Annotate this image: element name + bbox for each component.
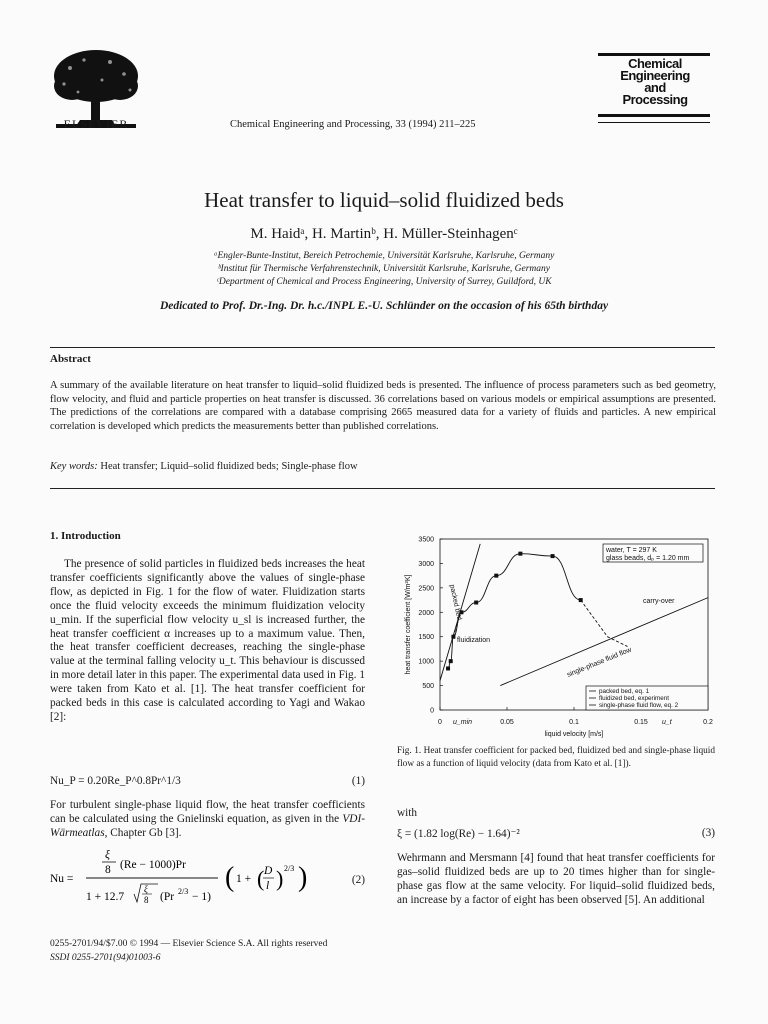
fluidized-bed-data-point xyxy=(494,574,498,578)
ssdi-line: SSDI 0255-2701(94)01003-6 xyxy=(50,953,161,963)
abstract-text: A summary of the available literature on heat transfer to liquid–solid fluidized beds is presented. The influence of process parameters such as bed geometry, flow velocity, and fluid and particle properties on heat transfer is discussed. 36 correlations based on various models or empirical assumptions are presented. The predictions of the correlations are compared with a database comprising 2665 measured data for a variety of fluids and particles. A new empirical correlation is developed which predicts the measurements better than published correlations. xyxy=(50,380,716,432)
svg-text:ξ: ξ xyxy=(144,884,148,894)
svg-text:2/3: 2/3 xyxy=(284,864,295,873)
x-tick-label: 0.05 xyxy=(500,719,514,726)
svg-text:− 1): − 1) xyxy=(192,891,211,903)
svg-text:8: 8 xyxy=(105,864,111,876)
journal-logo-bottom-rule xyxy=(598,114,710,117)
keywords xyxy=(50,461,358,472)
equation-3-body: ξ = (1.82 log(Re) − 1.64)⁻² xyxy=(397,828,520,840)
svg-text:Nu =: Nu = xyxy=(50,873,74,885)
with-text: with xyxy=(397,807,418,819)
equation-1 xyxy=(50,775,365,787)
svg-text:D: D xyxy=(264,865,273,877)
journal-citation: Chemical Engineering and Processing, 33 (1994) 211–225 xyxy=(230,119,476,130)
affiliation: ᵃEngler-Bunte-Institut, Bereich Petrochemie, Universität Karlsruhe, Karlsruhe, Germany xyxy=(213,251,555,261)
fluidized-bed-data-point xyxy=(446,666,450,670)
keywords-list: Heat transfer; Liquid–solid fluidized beds; Single-phase flow xyxy=(100,461,358,472)
single-phase-fluid-flow-eq-line xyxy=(500,598,708,686)
affiliation: ᵇInstitut für Thermische Verfahrenstechnik, Universität Karlsruhe, Karlsruhe, Germany xyxy=(217,264,551,274)
equation-2-formula xyxy=(50,848,320,910)
y-tick-label: 3000 xyxy=(418,560,434,568)
legend-entry: packed bed, eq. 1 xyxy=(599,688,650,695)
fluidized-bed-curve xyxy=(448,554,581,669)
equation-2-number: (2) xyxy=(351,874,365,886)
y-tick-label: 500 xyxy=(422,683,434,691)
umin-label: u_min xyxy=(453,719,473,726)
svg-text:(: ( xyxy=(257,866,265,891)
abstract-bottom-rule xyxy=(50,488,715,489)
x-tick-label: 0 xyxy=(438,719,442,726)
ut-label: u_t xyxy=(662,719,672,726)
reference-title: VDI-Wärmeatlas xyxy=(50,812,365,839)
svg-text:8: 8 xyxy=(144,895,149,905)
intro-paragraph: The presence of solid particles in fluidized beds increases the heat transfer coefficients significantly above the values of single-phase flow, as depicted in Fig. 1 for the flow of water. Fluidization starts once the fluid velocity exceeds the minimum fluidization velocity u_min. If the superficial flow velocity u_sl is increased further, the heat transfer coefficient α increases up to a maximum value. Then, the heat transfer coefficient decreases, reaching the single-phase value at the terminal falling velocity u_t. This behaviour is discussed in more detail later in this paper. The experimental data used in Fig. 1 were taken from Kato et al. [1]. The heat transfer coefficient for packed beds in this case is calculated according to Yagi and Wakao [2]: xyxy=(50,558,365,723)
conditions-label: glass beads, dₚ = 1.20 mm xyxy=(606,555,690,562)
fluidized-bed-data-point xyxy=(551,554,555,558)
legend-entry: fluidized bed, experiment xyxy=(599,695,670,702)
svg-text:): ) xyxy=(276,866,284,891)
journal-logo-line: Processing xyxy=(622,92,688,107)
svg-text:1 + 12.7: 1 + 12.7 xyxy=(86,891,125,903)
journal-logo-bottom-rule-thin xyxy=(598,122,710,123)
single-phase-label: single-phase fluid flow xyxy=(566,646,633,679)
journal-logo-line: Engineering xyxy=(620,68,690,83)
x-tick-label: 0.1 xyxy=(569,719,579,726)
journal-logo-line: Chemical xyxy=(628,56,682,71)
abstract-heading: Abstract xyxy=(50,353,91,365)
x-tick-label: 0.15 xyxy=(634,719,648,726)
intro-paragraph-2 xyxy=(50,799,365,841)
equation-3 xyxy=(397,827,715,840)
figure-1-chart xyxy=(390,527,720,742)
fluidized-bed-data-point xyxy=(518,552,522,556)
intro-paragraph-2-text: For turbulent single-phase liquid flow, the heat transfer coefficients can be calculated using the Gnielinski equation, as given in the xyxy=(50,799,365,825)
equation-3-number: (3) xyxy=(701,827,715,839)
y-tick-label: 1000 xyxy=(418,658,434,666)
copyright-line: 0255-2701/94/$7.00 © 1994 — Elsevier Science S.A. All rights reserved xyxy=(50,939,328,949)
publisher-name: ELSEVIER xyxy=(63,117,129,131)
figure-caption: Fig. 1. Heat transfer coefficient for packed bed, fluidized bed and single-phase liquid flow as a function of liquid velocity (data from Kato et al. [1]). xyxy=(397,746,715,769)
paper-title: Heat transfer to liquid–solid fluidized beds xyxy=(204,188,564,212)
affiliation: ᶜDepartment of Chemical and Process Engineering, University of Surrey, Guildford, UK xyxy=(216,277,552,287)
y-tick-label: 3500 xyxy=(418,536,434,544)
packed-bed-label: packed bed xyxy=(448,583,463,621)
y-tick-label: 2000 xyxy=(418,609,434,617)
y-tick-label: 1500 xyxy=(418,634,434,642)
dedication: Dedicated to Prof. Dr.-Ing. Dr. h.c./INPL E.-U. Schlünder on the occasion of his 65th birthday xyxy=(159,300,609,312)
x-tick-label: 0.2 xyxy=(703,719,713,726)
journal-logo-line: and xyxy=(644,80,666,95)
y-tick-label: 2500 xyxy=(418,585,434,593)
legend-entry: single-phase fluid flow, eq. 2 xyxy=(599,702,679,709)
carry-over-label: carry-over xyxy=(643,598,675,605)
abstract-top-rule xyxy=(50,347,715,348)
fluidization-label: fluidization xyxy=(457,637,491,644)
fluidized-bed-data-point xyxy=(474,601,478,605)
carry-over-line xyxy=(581,600,628,646)
svg-text:(Pr: (Pr xyxy=(160,891,175,903)
equation-2 xyxy=(50,848,365,908)
journal-logo xyxy=(600,58,710,106)
author-list: M. Haidᵃ, H. Martinᵇ, H. Müller-Steinhagenᶜ xyxy=(250,226,518,242)
body-paragraph: Wehrmann and Mersmann [4] found that heat transfer coefficients for gas–solid fluidized beds are up to 20 times higher than for single-phase gas flow at the same velocity. For liquid–solid fluidized beds, an increase by a factor of eight has been observed [5]. An additional xyxy=(397,852,715,906)
keywords-label: Key words: xyxy=(50,461,98,472)
equation-1-number: (1) xyxy=(351,775,365,787)
y-axis-label: heat transfer coefficient [W/m²K] xyxy=(405,574,412,675)
conditions-label: water, T = 297 K xyxy=(606,547,657,554)
svg-text:ξ: ξ xyxy=(105,849,110,861)
y-tick-label: 0 xyxy=(430,707,434,715)
svg-text:(Re − 1000)Pr: (Re − 1000)Pr xyxy=(120,859,186,871)
intro-paragraph-2-tail: , Chapter Gb [3]. xyxy=(104,826,182,839)
svg-text:2/3: 2/3 xyxy=(178,887,189,896)
svg-text:1 +: 1 + xyxy=(236,873,252,885)
x-axis-label: liquid velocity [m/s] xyxy=(544,731,604,738)
svg-text:l: l xyxy=(266,880,270,892)
fluidized-bed-data-point xyxy=(449,659,453,663)
plot-frame xyxy=(440,539,708,710)
equation-1-body: Nu_P = 0.20Re_P^0.8Pr^1/3 xyxy=(50,775,181,787)
svg-text:): ) xyxy=(298,862,308,893)
section-heading: 1. Introduction xyxy=(50,530,121,542)
svg-text:(: ( xyxy=(225,862,235,893)
